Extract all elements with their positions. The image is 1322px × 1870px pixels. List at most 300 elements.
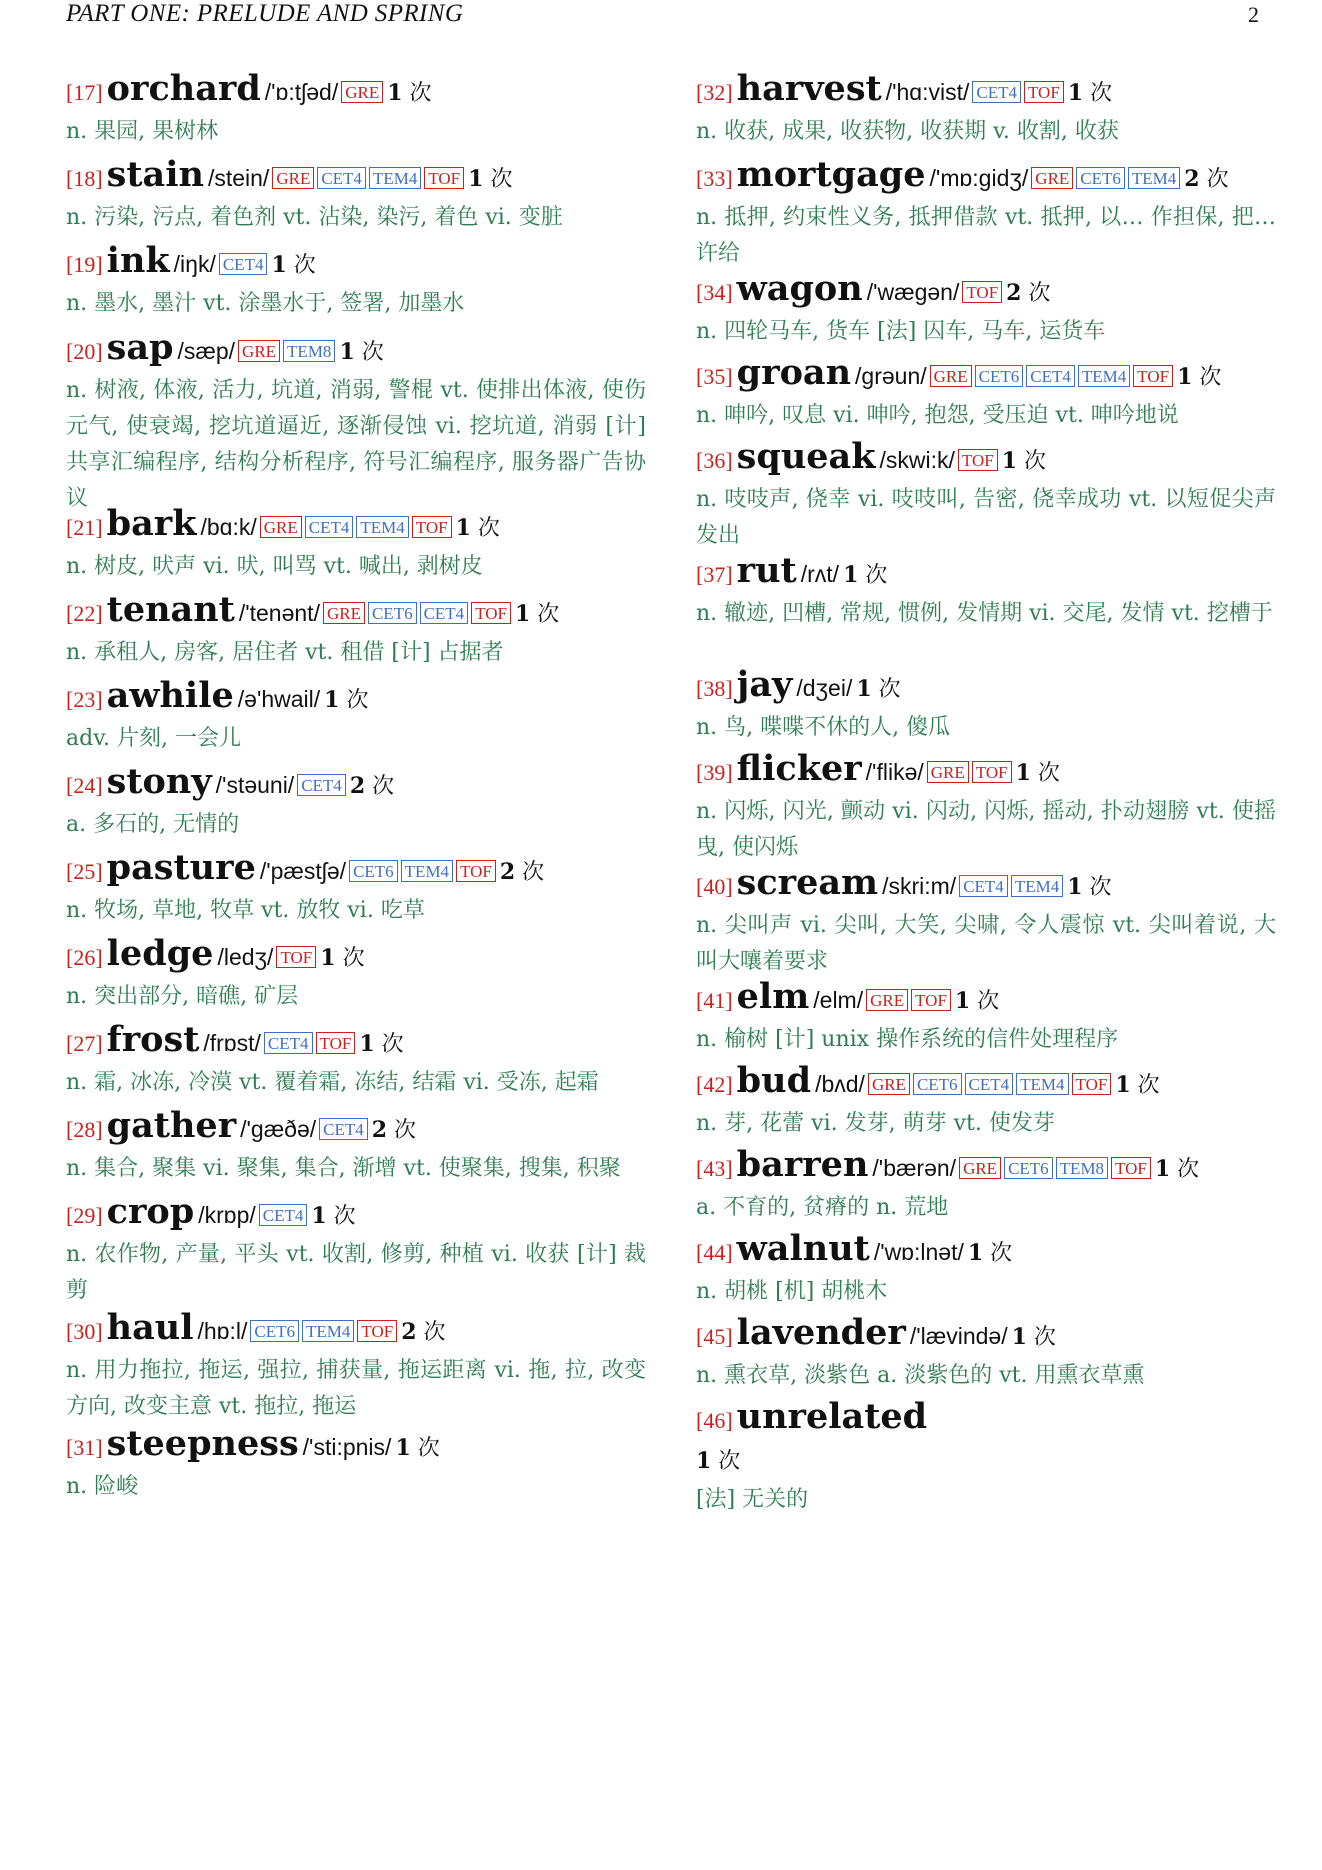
count-unit: 次 [416,1320,446,1345]
vocab-entry [66,329,646,517]
count-unit: 次 [365,774,395,799]
exam-tag-gre: GRE [927,761,969,783]
exam-tag-tof: TOF [1024,81,1064,103]
vocab-entry [696,70,1276,150]
exam-tag-cet4: CET4 [420,602,469,624]
exam-tag-tem4: TEM4 [369,167,421,189]
exam-tag-tem4: TEM4 [401,860,453,882]
exam-tag-tof: TOF [471,602,511,624]
count-unit: 次 [339,688,369,713]
exam-tag-cet4: CET4 [305,516,354,538]
vocab-entry [696,978,1276,1058]
headword: ink [106,240,170,281]
headword-line [66,677,646,721]
exam-tag-tof: TOF [456,860,496,882]
entry-number: [24] [66,773,103,798]
count-number: 2 [401,1319,417,1345]
count-unit: 次 [1192,365,1222,390]
headword-line [66,1425,646,1469]
exam-tag-cet4: CET4 [972,81,1021,103]
vocab-entry [66,763,646,843]
headword: barren [736,1144,869,1185]
entry-number: [39] [696,760,733,785]
count-unit: 次 [1030,761,1060,786]
occurrence-count [1184,167,1228,192]
count-unit: 次 [1083,81,1113,106]
entry-number: [38] [696,676,733,701]
headword: lavender [736,1312,906,1353]
headword: awhile [106,675,234,716]
vocab-entry [66,505,646,585]
entry-number: [21] [66,515,103,540]
count-number: 2 [349,773,366,799]
headword: bark [106,503,197,544]
count-unit: 次 [1170,1157,1200,1182]
entry-number: [31] [66,1435,103,1460]
exam-tag-tof: TOF [357,1320,397,1342]
exam-tag-tem4: TEM4 [356,516,408,538]
headword-line [696,270,1276,314]
headword: bud [736,1060,812,1101]
occurrence-count [359,1032,403,1057]
phonetic: /'hɑ:vist/ [885,79,970,105]
exam-tag-tof: TOF [316,1032,356,1054]
definition: n. 农作物, 产量, 平头 vt. 收割, 修剪, 种植 vi. 收获 [计] 裁剪 [66,1242,646,1303]
occurrence-count [955,989,999,1014]
phonetic: /iŋk/ [173,251,216,277]
occurrence-line [696,1442,1276,1482]
phonetic: /elm/ [813,987,864,1013]
exam-tag-cet6: CET6 [975,365,1024,387]
headword-line [66,849,646,893]
entry-number: [32] [696,80,733,105]
count-number: 1 [324,687,340,713]
count-unit: 次 [858,563,888,588]
count-number: 1 [967,1240,984,1266]
occurrence-count [271,253,315,278]
definition: n. 鸟, 喋喋不休的人, 傻瓜 [696,715,951,740]
occurrence-count [350,774,394,799]
exam-tag-cet4: CET4 [264,1032,313,1054]
occurrence-count [339,340,383,365]
headword-line [66,1193,646,1237]
headword-line [66,763,646,807]
count-unit: 次 [1021,281,1051,306]
phonetic: /ledʒ/ [217,944,274,970]
definition: n. 吱吱声, 侥幸 vi. 吱吱叫, 告密, 侥幸成功 vt. 以短促尖声发出 [696,487,1276,548]
headword: steepness [106,1423,299,1464]
headword: jay [736,664,793,705]
occurrence-count [1115,1073,1159,1098]
headword: unrelated [736,1396,928,1437]
occurrence-count [968,1241,1012,1266]
count-number: 1 [843,562,859,588]
occurrence-count [324,688,368,713]
definition: n. 险峻 [66,1474,139,1499]
exam-tag-cet4: CET4 [317,167,366,189]
phonetic: /grəun/ [855,363,927,389]
count-number: 1 [339,339,355,365]
phonetic: /'mɒ:gidʒ/ [929,165,1029,191]
exam-tag-tem8: TEM8 [1056,1157,1108,1179]
count-number: 1 [1067,874,1083,900]
headword: flicker [736,748,862,789]
count-unit: 次 [1082,875,1112,900]
definition: n. 呻吟, 叹息 vi. 呻吟, 抱怨, 受压迫 vt. 呻吟地说 [696,403,1179,428]
occurrence-count [856,677,900,702]
count-unit: 次 [1199,167,1229,192]
entry-number: [42] [696,1072,733,1097]
vocab-entry [696,1398,1276,1518]
phonetic: /frɒst/ [203,1030,261,1056]
phonetic: /rʌt/ [800,561,840,587]
phonetic: /skwi:k/ [879,447,955,473]
occurrence-count [843,563,887,588]
count-number: 1 [1154,1156,1171,1182]
occurrence-count [401,1320,445,1345]
headword: pasture [106,847,256,888]
definition: adv. 片刻, 一会儿 [66,726,241,751]
phonetic: /'lævində/ [909,1323,1008,1349]
headword-line [66,329,646,373]
count-unit: 次 [326,1204,356,1229]
entry-number: [46] [696,1408,733,1433]
headword: gather [106,1105,237,1146]
definition: a. 不育的, 贫瘠的 n. 荒地 [696,1195,949,1220]
entry-number: [37] [696,562,733,587]
entry-number: [18] [66,166,103,191]
headword-line [696,156,1276,200]
definition: n. 污染, 污点, 着色剂 vt. 沾染, 染污, 着色 vi. 变脏 [66,205,563,230]
headword-line [696,438,1276,482]
vocab-entry [696,1314,1276,1394]
headword: crop [106,1191,195,1232]
vocab-entry [696,750,1276,866]
headword: ledge [106,933,214,974]
entry-number: [27] [66,1031,103,1056]
exam-tag-tof: TOF [958,449,998,471]
exam-tag-cet6: CET6 [368,602,417,624]
occurrence-count [387,81,431,106]
headword-line [696,978,1276,1022]
count-unit: 次 [387,1118,417,1143]
exam-tag-tof: TOF [1072,1073,1112,1095]
phonetic: /'bærən/ [872,1155,957,1181]
definition: n. 胡桃 [机] 胡桃木 [696,1279,888,1304]
exam-tag-gre: GRE [930,365,972,387]
exam-tag-tof: TOF [1133,365,1173,387]
exam-tag-gre: GRE [868,1073,910,1095]
count-unit: 次 [354,340,384,365]
exam-tag-tem4: TEM4 [1128,167,1180,189]
exam-tag-cet6: CET6 [349,860,398,882]
headword-line [696,864,1276,908]
count-number: 1 [271,252,287,278]
headword-line [66,1107,646,1151]
definition: n. 用力拖拉, 拖运, 强拉, 捕获量, 拖运距离 vi. 拖, 拉, 改变方向, 改变主意 vt. 拖拉, 拖运 [66,1358,646,1419]
definition: n. 四轮马车, 货车 [法] 囚车, 马车, 运货车 [696,319,1106,344]
definition: n. 承租人, 房客, 居住者 vt. 租借 [计] 占据者 [66,640,504,665]
vocab-entry [696,552,1276,632]
entry-number: [19] [66,252,103,277]
definition: n. 收获, 成果, 收获物, 收获期 v. 收割, 收获 [696,119,1119,144]
headword: stain [106,154,204,195]
exam-tag-cet4: CET4 [319,1118,368,1140]
phonetic: /'ɒ:tʃəd/ [264,79,339,105]
occurrence-count [1012,1325,1056,1350]
definition: a. 多石的, 无情的 [66,812,240,837]
exam-tag-gre: GRE [260,516,302,538]
headword: scream [736,862,879,903]
page-number: 2 [1248,2,1259,27]
count-unit: 次 [1026,1325,1056,1350]
count-number: 1 [1001,448,1017,474]
entry-number: [29] [66,1203,103,1228]
vocab-entry [696,666,1276,746]
occurrence-count [515,602,559,627]
vocab-entry [66,849,646,929]
exam-tag-tem4: TEM4 [1011,875,1063,897]
headword: rut [736,550,797,591]
occurrence-count [1177,365,1221,390]
headword: wagon [736,268,863,309]
headword: tenant [106,589,235,630]
count-unit: 次 [402,81,432,106]
headword-line [696,1398,1276,1442]
vocab-entry [66,1021,646,1101]
count-unit: 次 [410,1436,440,1461]
count-number: 1 [320,945,336,971]
vocab-entry [66,1193,646,1309]
headword-line [696,750,1276,794]
occurrence-count [1016,761,1060,786]
vocab-entry [66,242,646,322]
count-unit: 次 [530,602,560,627]
exam-tag-cet6: CET6 [1004,1157,1053,1179]
phonetic: /bɑ:k/ [200,514,257,540]
vocab-entry [66,1107,646,1187]
headword: frost [106,1019,200,1060]
count-unit: 次 [871,677,901,702]
occurrence-count [1067,875,1111,900]
headword-line [66,591,646,635]
headword: harvest [736,68,882,109]
occurrence-count [1002,449,1046,474]
exam-tag-tem4: TEM4 [1078,365,1130,387]
vocab-entry [696,1146,1276,1226]
entry-number: [22] [66,601,103,626]
exam-tag-tof: TOF [276,946,316,968]
definition: [法] 无关的 [696,1487,809,1512]
headword-line [696,666,1276,710]
occurrence-count [1155,1157,1199,1182]
vocab-entry [696,156,1276,272]
vocab-entry [66,70,646,150]
occurrence-count [320,946,364,971]
page-header-title: PART ONE: PRELUDE AND SPRING [66,0,464,27]
vocab-entry [696,438,1276,554]
vocab-entry [696,354,1276,434]
definition: n. 榆树 [计] unix 操作系统的信件处理程序 [696,1027,1119,1052]
headword-line [66,505,646,549]
headword: haul [106,1307,194,1348]
occurrence-count [696,1449,740,1474]
vocab-entry [696,1230,1276,1310]
exam-tag-gre: GRE [323,602,365,624]
entry-number: [33] [696,166,733,191]
definition: n. 突出部分, 暗礁, 矿层 [66,984,299,1009]
count-unit: 次 [374,1032,404,1057]
exam-tag-tem4: TEM4 [302,1320,354,1342]
exam-tag-cet6: CET6 [913,1073,962,1095]
entry-number: [35] [696,364,733,389]
entry-number: [43] [696,1156,733,1181]
count-unit: 次 [970,989,1000,1014]
entry-number: [25] [66,859,103,884]
phonetic: /bʌd/ [815,1071,865,1097]
exam-tag-cet4: CET4 [965,1073,1014,1095]
exam-tag-tof: TOF [412,516,452,538]
headword-line [696,354,1276,398]
definition: n. 辙迹, 凹槽, 常规, 惯例, 发情期 vi. 交尾, 发情 vt. 挖槽于 [696,601,1273,626]
count-number: 1 [1177,364,1193,390]
occurrence-count [372,1118,416,1143]
phonetic: /'wægən/ [866,279,960,305]
exam-tag-gre: GRE [238,340,280,362]
headword: elm [736,976,810,1017]
entry-number: [45] [696,1324,733,1349]
vocab-entry [66,1425,646,1505]
exam-tag-cet4: CET4 [297,774,346,796]
definition: n. 树液, 体液, 活力, 坑道, 消弱, 警棍 vt. 使排出体液, 使伤元气, 使衰竭, 挖坑道逼近, 逐渐侵蚀 vi. 挖坑道, 消弱 [计] 共享汇编程序, 结构分析程序, 符号汇编程序, 服务器广告协议 [66,378,646,511]
headword: stony [106,761,212,802]
exam-tag-tof: TOF [972,761,1012,783]
headword-line [66,242,646,286]
headword-line [696,1146,1276,1190]
occurrence-count [1068,81,1112,106]
count-number: 1 [468,166,484,192]
phonetic: /skri:m/ [882,873,957,899]
definition: n. 霜, 冰冻, 冷漠 vt. 覆着霜, 冻结, 结霜 vi. 受冻, 起霜 [66,1070,599,1095]
definition: n. 熏衣草, 淡紫色 a. 淡紫色的 vt. 用熏衣草熏 [696,1363,1145,1388]
count-unit: 次 [470,516,500,541]
count-number: 1 [359,1031,375,1057]
phonetic: /hɒ:l/ [197,1318,248,1344]
headword-line [66,1021,646,1065]
vocab-entry [696,864,1276,980]
definition: n. 闪烁, 闪光, 颤动 vi. 闪动, 闪烁, 摇动, 扑动翅膀 vt. 使摇曳, 使闪烁 [696,799,1276,860]
phonetic: /'tenənt/ [238,600,320,626]
exam-tag-tof: TOF [1111,1157,1151,1179]
headword: orchard [106,68,261,109]
count-number: 1 [954,988,971,1014]
exam-tag-tof: TOF [911,989,951,1011]
entry-number: [40] [696,874,733,899]
phonetic: /'stəuni/ [215,772,295,798]
count-number: 1 [1011,1324,1027,1350]
phonetic: /'sti:pnis/ [302,1434,392,1460]
count-number: 2 [371,1117,388,1143]
definition: n. 尖叫声 vi. 尖叫, 大笑, 尖啸, 令人震惊 vt. 尖叫着说, 大叫大嚷着要求 [696,913,1276,974]
exam-tag-gre: GRE [272,167,314,189]
headword-line [66,1309,646,1353]
count-unit: 次 [515,860,545,885]
phonetic: /'wɒ:lnət/ [873,1239,964,1265]
exam-tag-tem4: TEM4 [1016,1073,1068,1095]
exam-tag-gre: GRE [341,81,383,103]
definition: n. 墨水, 墨汁 vt. 涂墨水于, 签署, 加墨水 [66,291,465,316]
vocab-entry [66,935,646,1015]
vocab-entry [66,591,646,671]
headword-line [66,70,646,114]
vocab-entry [66,1309,646,1425]
entry-number: [30] [66,1319,103,1344]
exam-tag-cet4: CET4 [959,875,1008,897]
headword: walnut [736,1228,870,1269]
exam-tag-gre: GRE [1031,167,1073,189]
exam-tag-tof: TOF [424,167,464,189]
count-unit: 次 [1017,449,1046,474]
phonetic: /sæp/ [177,338,236,364]
headword: squeak [736,436,876,477]
entry-number: [17] [66,80,103,105]
definition: n. 抵押, 约束性义务, 抵押借款 vt. 抵押, 以… 作担保, 把… 许给 [696,205,1276,266]
phonetic: /krɒp/ [198,1202,256,1228]
count-number: 1 [1067,80,1084,106]
headword-line [696,1314,1276,1358]
count-number: 1 [387,80,403,106]
count-number: 1 [515,601,531,627]
phonetic: /stein/ [207,165,270,191]
count-number: 2 [1184,166,1200,192]
count-number: 1 [455,515,471,541]
count-unit: 次 [335,946,365,971]
headword-line [696,1230,1276,1274]
exam-tag-cet4: CET4 [259,1204,308,1226]
entry-number: [20] [66,339,103,364]
entry-number: [23] [66,687,103,712]
exam-tag-cet6: CET6 [1076,167,1125,189]
definition: n. 芽, 花蕾 vi. 发芽, 萌芽 vt. 使发芽 [696,1111,1055,1136]
exam-tag-cet4: CET4 [1026,365,1075,387]
entry-number: [41] [696,988,733,1013]
count-unit: 次 [983,1241,1013,1266]
occurrence-count [500,860,544,885]
definition: n. 牧场, 草地, 牧草 vt. 放牧 vi. 吃草 [66,898,425,923]
count-number: 1 [856,676,872,702]
count-number: 1 [311,1203,327,1229]
entry-number: [36] [696,448,733,473]
count-number: 2 [1006,280,1022,306]
count-unit: 次 [483,167,513,192]
phonetic: /'flikə/ [865,759,924,785]
phonetic: /dʒei/ [796,675,853,701]
count-number: 2 [499,859,516,885]
phonetic: /'gæðə/ [240,1116,317,1142]
occurrence-count [468,167,512,192]
vocab-entry [66,677,646,757]
definition: n. 集合, 聚集 vi. 聚集, 集合, 渐增 vt. 使聚集, 搜集, 积聚 [66,1156,621,1181]
occurrence-count [456,516,500,541]
count-unit: 次 [286,253,316,278]
count-number: 1 [1115,1072,1131,1098]
count-number: 1 [1015,760,1031,786]
exam-tag-cet6: CET6 [250,1320,299,1342]
headword-line [696,1062,1276,1106]
vocab-entry [696,1062,1276,1142]
phonetic: /ə'hwail/ [237,686,321,712]
headword-line [66,156,646,200]
